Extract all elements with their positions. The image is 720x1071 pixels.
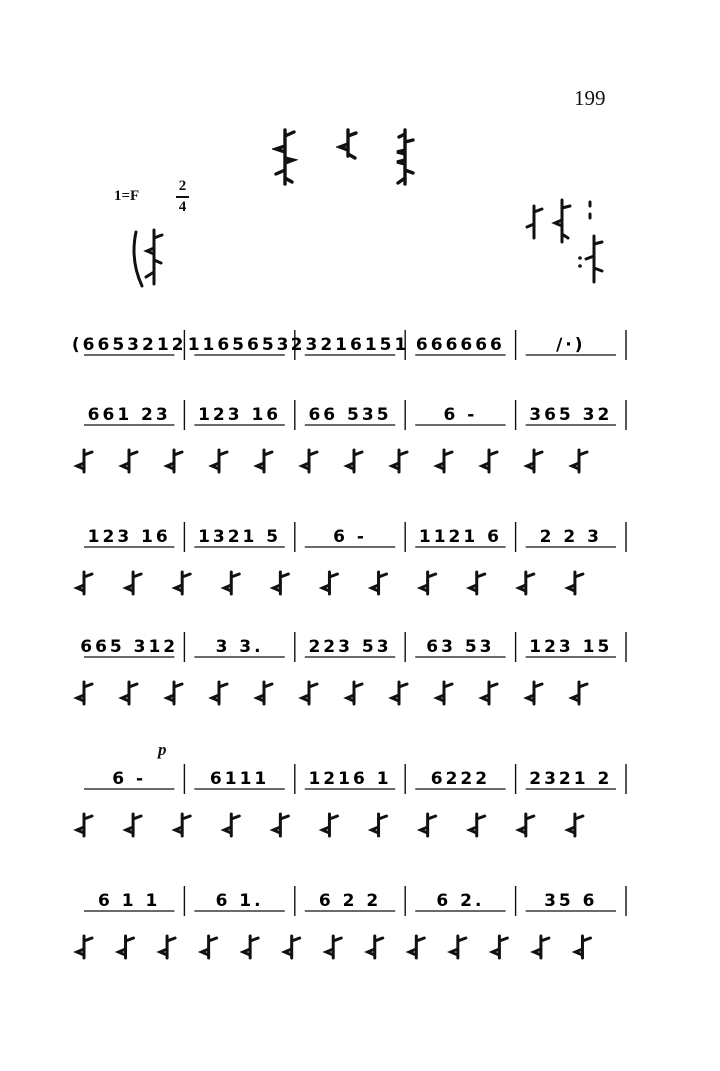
prelude-notation-svg bbox=[70, 324, 630, 364]
system-4-mongolian-syllable-5 bbox=[273, 814, 288, 836]
system-5-mongolian-syllable-11 bbox=[492, 936, 507, 958]
system-4-mongolian-syllable-2 bbox=[126, 814, 141, 836]
system-5-mongolian-syllable-2 bbox=[119, 936, 134, 958]
system-3-mongolian-syllable-2 bbox=[122, 682, 137, 704]
system-5-mongolian-syllable-13 bbox=[575, 936, 590, 958]
time-signature-denominator: 4 bbox=[178, 199, 187, 215]
system-3-mongolian-syllable-9 bbox=[437, 682, 452, 704]
system-3-mongolian-syllable-1 bbox=[77, 682, 92, 704]
system-5-mongolian-syllable-6 bbox=[285, 936, 300, 958]
system-5-mongolian-syllable-8 bbox=[368, 936, 383, 958]
prelude-measure-2: 1165653 bbox=[187, 335, 292, 355]
system-1-mongolian-syllable-1 bbox=[77, 450, 92, 472]
system-4-mongolian-syllable-9 bbox=[470, 814, 485, 836]
system-1-mongolian-syllable-8 bbox=[392, 450, 407, 472]
time-signature bbox=[176, 178, 189, 216]
score-system-3 bbox=[70, 626, 630, 726]
system-3-measure-3: 223 53 bbox=[308, 637, 392, 657]
system-2-measure-5: 2 2 3 bbox=[539, 527, 602, 547]
system-2-measure-1: 123 16 bbox=[87, 527, 171, 547]
system-3-mongolian-syllable-5 bbox=[257, 682, 272, 704]
system-3-measure-2: 3 3. bbox=[215, 637, 264, 657]
prelude-measure-1: (6653212 bbox=[71, 335, 187, 355]
system-5-mongolian-syllable-4 bbox=[202, 936, 217, 958]
score-system-1 bbox=[70, 394, 630, 494]
system-4-notation bbox=[70, 758, 630, 798]
system-2-mongolian-syllable-5 bbox=[273, 572, 288, 594]
time-signature-numerator: 2 bbox=[178, 178, 187, 194]
system-1-measure-5: 365 32 bbox=[529, 405, 613, 425]
system-5-notation bbox=[70, 880, 630, 920]
system-5-measure-2: 6 1. bbox=[215, 891, 264, 911]
system-1-mongolian-syllable-11 bbox=[527, 450, 542, 472]
system-2-mongolian-syllable-10 bbox=[519, 572, 534, 594]
system-3-mongolian-syllable-7 bbox=[347, 682, 362, 704]
system-1-measure-3: 66 535 bbox=[308, 405, 392, 425]
system-3-notation bbox=[70, 626, 630, 666]
system-4-mongolian-syllable-6 bbox=[322, 814, 337, 836]
score-system-4 bbox=[70, 758, 630, 858]
system-4-measure-2: 6111 bbox=[209, 769, 270, 789]
system-1-mongolian-syllable-3 bbox=[167, 450, 182, 472]
system-5-mongolian-syllable-3 bbox=[160, 936, 175, 958]
key-signature: 1=F bbox=[114, 188, 140, 204]
system-2-mongolian-syllable-2 bbox=[126, 572, 141, 594]
system-5-measure-5: 35 6 bbox=[544, 891, 598, 911]
system-4-mongolian-syllable-3 bbox=[175, 814, 190, 836]
system-1-mongolian-syllable-9 bbox=[437, 450, 452, 472]
mongolian-tempo-mark bbox=[128, 228, 168, 290]
system-4-measure-1: 6 - bbox=[112, 769, 147, 789]
mongolian-title-word-3 bbox=[392, 128, 418, 186]
system-2-measure-2: 1321 5 bbox=[198, 527, 282, 547]
system-2-lyrics bbox=[70, 568, 630, 618]
system-5-measure-1: 6 1 1 bbox=[98, 891, 161, 911]
system-4-lyrics bbox=[70, 810, 630, 860]
system-4-mongolian-syllable-4 bbox=[224, 814, 239, 836]
prelude-measure-3: 23216151 bbox=[290, 335, 410, 355]
system-1-measure-2: 123 16 bbox=[198, 405, 282, 425]
system-3-mongolian-syllable-11 bbox=[527, 682, 542, 704]
system-1-mongolian-syllable-12 bbox=[572, 450, 587, 472]
system-3-mongolian-syllable-10 bbox=[482, 682, 497, 704]
system-1-notation bbox=[70, 394, 630, 434]
system-5-mongolian-syllable-5 bbox=[243, 936, 258, 958]
dynamic-mark: p bbox=[158, 740, 167, 759]
system-2-mongolian-syllable-11 bbox=[568, 572, 583, 594]
system-4-mongolian-syllable-1 bbox=[77, 814, 92, 836]
system-2-mongolian-syllable-9 bbox=[470, 572, 485, 594]
system-5-lyrics bbox=[70, 932, 630, 982]
system-2-mongolian-syllable-4 bbox=[224, 572, 239, 594]
system-4-mongolian-syllable-8 bbox=[421, 814, 436, 836]
score-system-2 bbox=[70, 516, 630, 616]
system-5-mongolian-syllable-1 bbox=[77, 936, 92, 958]
system-4-mongolian-syllable-7 bbox=[372, 814, 387, 836]
system-1-measure-1: 661 23 bbox=[87, 405, 171, 425]
system-5-mongolian-syllable-12 bbox=[534, 936, 549, 958]
system-1-mongolian-syllable-5 bbox=[257, 450, 272, 472]
system-5-mongolian-syllable-9 bbox=[409, 936, 424, 958]
system-4-measure-4: 6222 bbox=[430, 769, 491, 789]
prelude-notation bbox=[70, 324, 630, 364]
system-4-measure-3: 1216 1 bbox=[308, 769, 392, 789]
system-4-mongolian-syllable-10 bbox=[519, 814, 534, 836]
prelude-measure-4: 666666 bbox=[415, 335, 505, 355]
system-3-lyrics bbox=[70, 678, 630, 728]
mongolian-title-word-1 bbox=[272, 128, 298, 186]
system-3-measure-5: 123 15 bbox=[529, 637, 613, 657]
system-3-mongolian-syllable-8 bbox=[392, 682, 407, 704]
system-2-mongolian-syllable-8 bbox=[421, 572, 436, 594]
system-1-mongolian-syllable-10 bbox=[482, 450, 497, 472]
system-4-measure-5: 2321 2 bbox=[529, 769, 613, 789]
system-5-mongolian-syllable-10 bbox=[451, 936, 466, 958]
mongolian-attribution bbox=[522, 196, 614, 286]
system-3-mongolian-syllable-3 bbox=[167, 682, 182, 704]
system-1-mongolian-syllable-2 bbox=[122, 450, 137, 472]
system-1-measure-4: 6 - bbox=[443, 405, 478, 425]
system-2-measure-4: 1121 6 bbox=[418, 527, 502, 547]
system-2-measure-3: 6 - bbox=[333, 527, 367, 547]
system-3-mongolian-syllable-6 bbox=[302, 682, 317, 704]
system-1-mongolian-syllable-4 bbox=[212, 450, 227, 472]
system-5-mongolian-syllable-7 bbox=[326, 936, 341, 958]
page-number: 199 bbox=[574, 86, 606, 110]
system-3-mongolian-syllable-12 bbox=[572, 682, 587, 704]
system-2-mongolian-syllable-7 bbox=[372, 572, 387, 594]
score-system-5 bbox=[70, 880, 630, 980]
mongolian-title-word-2 bbox=[336, 128, 360, 160]
system-2-notation bbox=[70, 516, 630, 556]
system-3-measure-1: 665 312 bbox=[80, 637, 179, 657]
system-5-measure-4: 6 2. bbox=[436, 891, 485, 911]
system-1-lyrics bbox=[70, 446, 630, 496]
system-5-measure-3: 6 2 2 bbox=[318, 891, 382, 911]
system-1-mongolian-syllable-6 bbox=[302, 450, 317, 472]
prelude-measure-5: ∕·) bbox=[556, 335, 586, 355]
system-2-mongolian-syllable-1 bbox=[77, 572, 92, 594]
system-2-mongolian-syllable-6 bbox=[322, 572, 337, 594]
system-3-measure-4: 63 53 bbox=[426, 637, 495, 657]
system-3-mongolian-syllable-4 bbox=[212, 682, 227, 704]
system-1-mongolian-syllable-7 bbox=[347, 450, 362, 472]
system-2-mongolian-syllable-3 bbox=[175, 572, 190, 594]
system-4-mongolian-syllable-11 bbox=[568, 814, 583, 836]
